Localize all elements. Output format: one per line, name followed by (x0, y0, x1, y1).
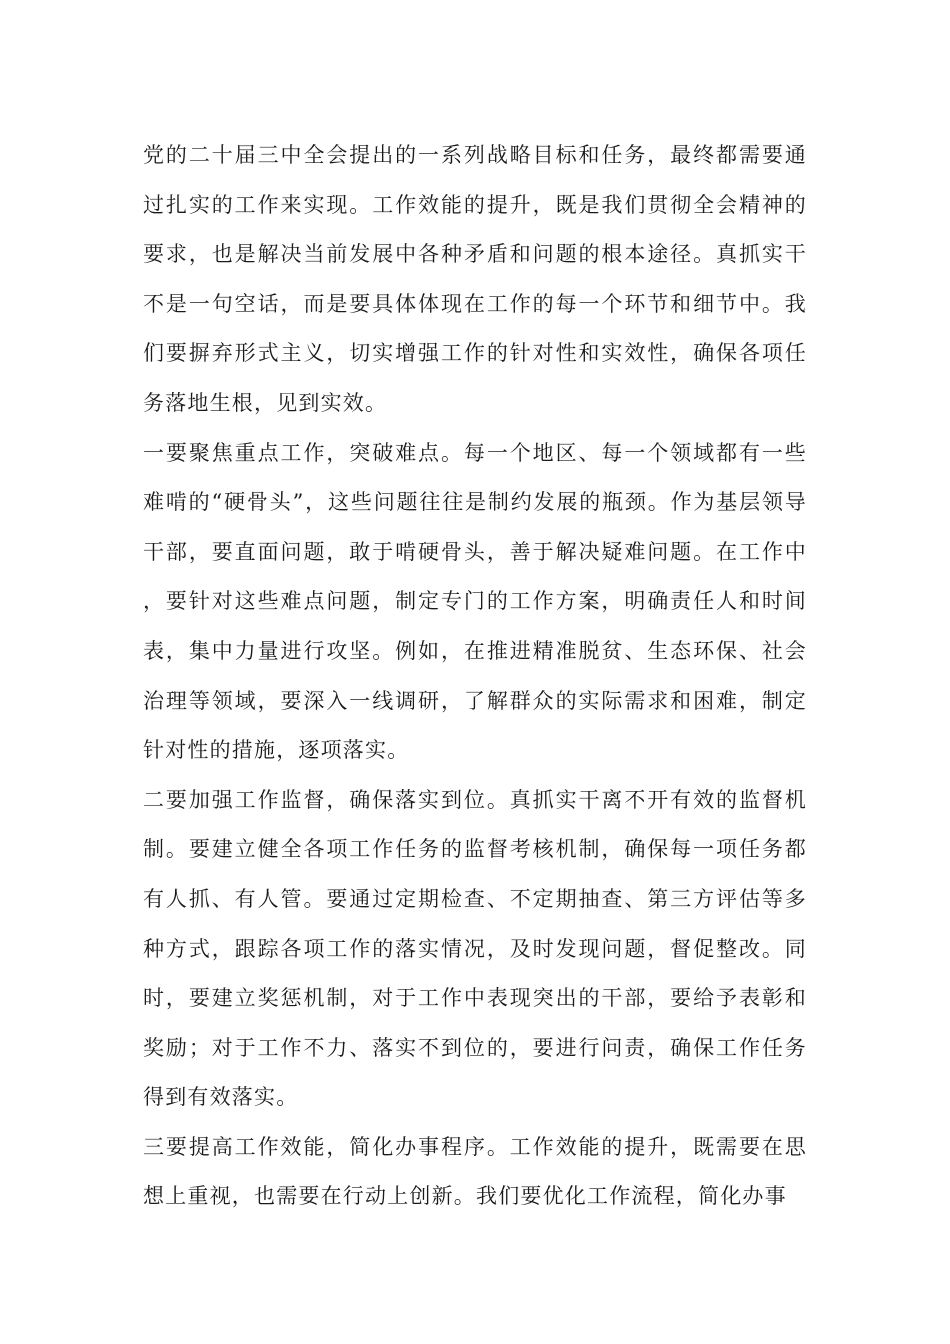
paragraph-intro: 党的二十届三中全会提出的一系列战略目标和任务，最终都需要通过扎实的工作来实现。工作效能的提升，既是我们贯彻全会精神的要求，也是解决当前发展中各种矛盾和问题的根本途径。真抓实干不是一句空话，而是要具体体现在工作的每一个环节和细节中。我们要摒弃形式主义，切实增强工作的针对性和实效性，确保各项任务落地生根，见到实效。 (143, 143, 807, 415)
paragraph-point-one: 一要聚焦重点工作，突破难点。每一个地区、每一个领域都有一些难啃的“硬骨头”，这些问题往往是制约发展的瓶颈。作为基层领导干部，要直面问题，敢于啃硬骨头，善于解决疑难问题。在工作中，要针对这些难点问题，制定专门的工作方案，明确责任人和时间表，集中力量进行攻坚。例如，在推进精准脱贫、生态环保、社会治理等领域，要深入一线调研，了解群众的实际需求和困难，制定针对性的措施，逐项落实。 (143, 440, 807, 763)
paragraph-point-two: 二要加强工作监督，确保落实到位。真抓实干离不开有效的监督机制。要建立健全各项工作任务的监督考核机制，确保每一项任务都有人抓、有人管。要通过定期检查、不定期抽查、第三方评估等多种方式，跟踪各项工作的落实情况，及时发现问题，督促整改。同时，要建立奖惩机制，对于工作中表现突出的干部，要给予表彰和奖励；对于工作不力、落实不到位的，要进行问责，确保工作任务得到有效落实。 (143, 787, 807, 1110)
document-body (143, 131, 807, 1222)
paragraph-point-three: 三要提高工作效能，简化办事程序。工作效能的提升，既需要在思想上重视，也需要在行动上创新。我们要优化工作流程，简化办事 (143, 1134, 807, 1209)
